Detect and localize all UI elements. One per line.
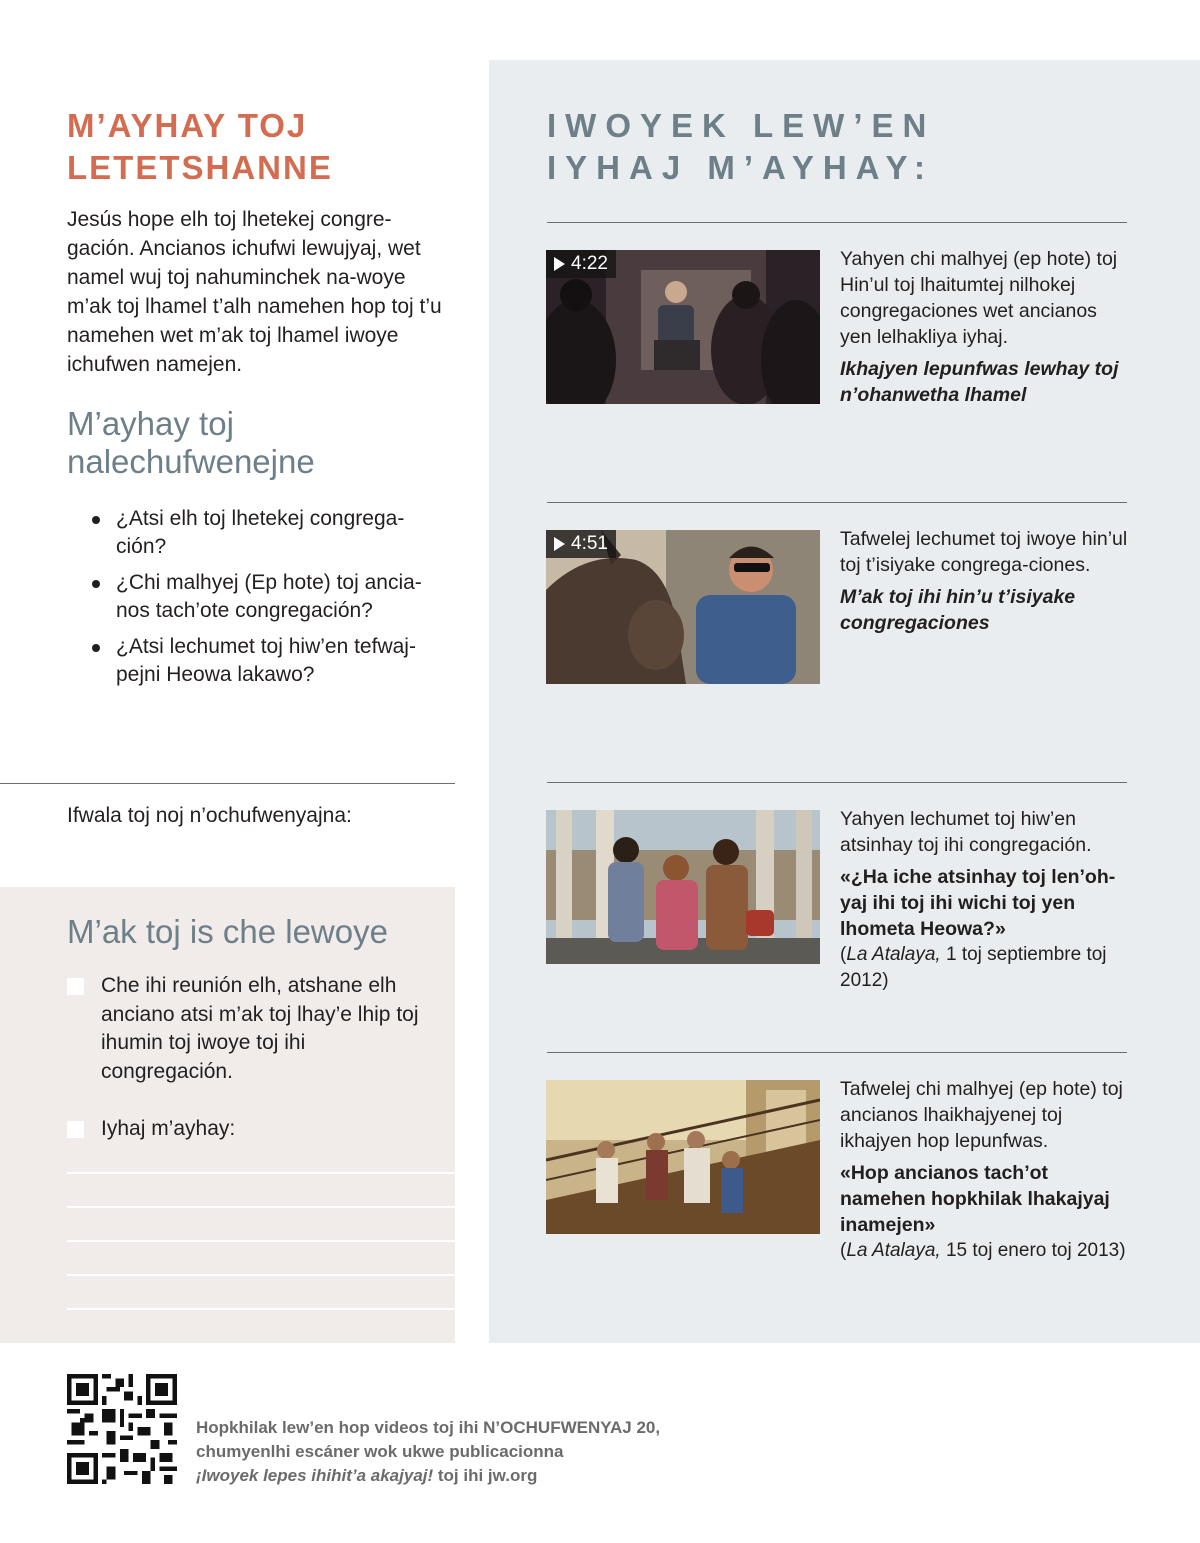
duration-badge: 4:22 — [546, 250, 616, 278]
article-thumbnail-4 — [546, 1080, 820, 1234]
checkbox[interactable] — [67, 1121, 84, 1138]
divider — [547, 222, 1127, 223]
article-description: Yahyen lechumet toj hiw’en atsinhay toj ihi congregación. — [840, 808, 1092, 856]
divider — [547, 782, 1127, 783]
article-info-3 — [840, 806, 1130, 994]
ship-painting-thumbnail — [546, 1080, 820, 1234]
article-title-link[interactable]: «¿Ha iche atsinhay toj len’oh-yaj ihi toj ihi wichi toj yen lhometa Heowa?» — [840, 866, 1116, 940]
write-in-line[interactable] — [67, 1308, 455, 1310]
publication-link[interactable]: ¡Iwoyek lepes ihihit’a akajyaj! — [196, 1466, 434, 1485]
checkbox[interactable] — [67, 978, 84, 995]
video-thumbnail-2[interactable] — [546, 530, 820, 684]
right-heading — [547, 105, 1147, 189]
write-in-line[interactable] — [67, 1206, 455, 1208]
video-description: Yahyen chi malhyej (ep hote) toj Hin’ul toj lhaitumtej nilhokej congregaciones wet ancianos yen lelhakliya iyhaj. — [840, 248, 1118, 348]
list-item: ¿Atsi lechumet toj hiw’en tefwaj-pejni Heowa lakawo? — [92, 633, 452, 689]
video-description: Tafwelej lechumet toj iwoye hin’ul toj t’isiyake congrega-ciones. — [840, 528, 1128, 576]
write-in-line[interactable] — [67, 1274, 455, 1276]
article-thumbnail-3 — [546, 810, 820, 964]
divider — [547, 1052, 1127, 1053]
play-icon — [554, 257, 565, 271]
video-info-2 — [840, 526, 1130, 636]
article-description: Tafwelej chi malhyej (ep hote) toj ancianos lhaikhajyenej toj ikhajyen hop lepunfwas. — [840, 1078, 1123, 1152]
write-in-line[interactable] — [67, 1172, 455, 1174]
video-info-1 — [840, 246, 1130, 408]
todo-heading: M’ak toj is che lewoye — [67, 913, 388, 950]
play-icon — [554, 537, 565, 551]
question-list — [92, 505, 452, 697]
footer-note: Hopkhilak lew’en hop videos toj ihi N’OCHUFWENYAJ 20, chumyenlhi escáner wok ukwe publicacionna ¡Iwoyek lepes ihihit’a akajyaj! toj ihi jw.org — [196, 1418, 661, 1485]
list-item: ¿Chi malhyej (Ep hote) toj ancia-nos tach’ote congregación? — [92, 569, 452, 625]
todo-item: Che ihi reunión elh, atshane elh anciano atsi m’ak toj lhay’e lhip toj ihumin toj iwoye toj ihi congregación. — [67, 972, 427, 1086]
video-title-link[interactable]: M’ak toj ihi hin’u t’isiyake congregaciones — [840, 586, 1076, 634]
questions-heading: M’ayhay toj nalechufwenejne — [67, 405, 315, 480]
divider — [0, 783, 455, 784]
video-title-link[interactable]: Ikhajyen lepunfwas lewhay toj n’ohanwetha lhamel — [840, 358, 1119, 406]
duration-badge: 4:51 — [546, 530, 616, 558]
right-heading-line1: IWOYEK LEW’EN — [547, 107, 936, 144]
todo-item: Iyhaj m’ayhay: — [67, 1115, 427, 1144]
video-thumbnail-1[interactable] — [546, 250, 820, 404]
divider — [547, 502, 1127, 503]
article-source: (La Atalaya, 15 toj enero toj 2013) — [840, 1240, 1126, 1261]
three-women-ruins-thumbnail — [546, 810, 820, 964]
bullet-icon — [92, 516, 100, 524]
qr-code-icon[interactable] — [67, 1374, 177, 1484]
list-item: ¿Atsi elh toj lhetekej congrega-ción? — [92, 505, 452, 561]
bullet-icon — [92, 644, 100, 652]
intro-paragraph: Jesús hope elh toj lhetekej congre-gación. Ancianos ichufwi lewujyaj, wet namel wuj toj nahuminchek na-woye m’ak toj lhamel t’alh namehen hop toj t’u namehen wet m’ak toj lhamel iwoye ichufwen namejen. — [67, 208, 442, 376]
bullet-icon — [92, 580, 100, 588]
notes-label: Ifwala toj noj n’ochufwenyajna: — [67, 804, 352, 827]
article-info-4 — [840, 1076, 1130, 1264]
page-title: M’AYHAY TOJ LETETSHANNE — [67, 107, 333, 186]
write-in-line[interactable] — [67, 1240, 455, 1242]
article-source: (La Atalaya, 1 toj septiembre toj 2012) — [840, 944, 1107, 991]
article-title-link[interactable]: «Hop ancianos tach’ot namehen hopkhilak lhakajyaj inamejen» — [840, 1162, 1110, 1236]
right-heading-line2: IYHAJ M’AYHAY: — [547, 149, 935, 186]
